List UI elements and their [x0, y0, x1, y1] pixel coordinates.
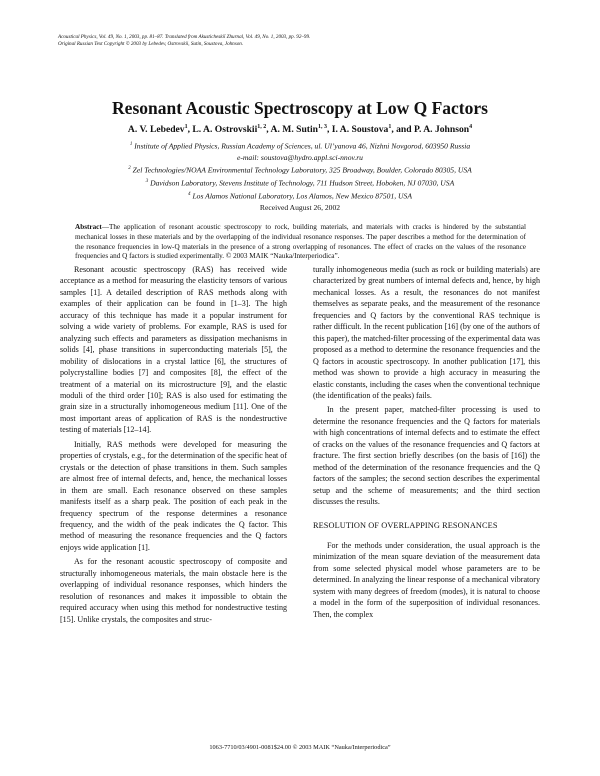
abstract-text: —The application of resonant acoustic spectroscopy to rock, building materials, and materials with cracks is hindered by the substantial mechanical losses in these materials and by the overlapping of the individual resonance responses. The paper describes a method for the determination of the resonance frequencies in low-Q materials in the presence of a strong overlapping of resonances. The effect of cracks on the values of the resonance frequencies and Q factors is studied experimentally. © 2003 MAIK “Nauka/Interperiodica”. [75, 223, 526, 261]
author-affil-sup: 4 [469, 124, 473, 130]
author-affil-sup: 1 [388, 124, 392, 130]
author-name: A. V. Lebedev [127, 124, 185, 136]
author-list: A. V. Lebedev$^1$, L. A. Ostrovskii$^{1, 2}$, A. M. Sutin$^{1, 3}$, I. A. Soustova$^1$, and P. A. Johnson$^4$ [127, 124, 473, 136]
affiliation-4: Los Alamos National Laboratory, Los Alamos, New Mexico 87501, USA [192, 191, 412, 201]
author-affil-sup: 1 [184, 124, 188, 130]
header-line-1: Acoustical Physics, Vol. 49, No. 1, 2003, pp. 81–87. Translated from Akusticheskiĭ Zhurnal, Vol. 49, No. 1, 2003, pp. 92–99. [58, 34, 311, 40]
received-date: Received August 26, 2002 [259, 202, 341, 212]
section-heading: RESOLUTION OF OVERLAPPING RESONANCES [313, 520, 498, 530]
right-column [313, 264, 540, 623]
author-name: I. A. Soustova [331, 124, 389, 136]
affiliation-1: Institute of Applied Physics, Russian Academy of Sciences, ul. Ul’yanova 46, Nizhni Novgorod, 603950 Russia [134, 141, 471, 151]
body-paragraph: In the present paper, matched-filter processing is used to determine the resonance frequencies and the Q factors for materials with high concentrations of internal defects and to estimate the effect of cracks on the values of the resonance frequencies and Q factors at fracture. The first section briefly describes (on the basis of [16]) the method of the determination of the resonance frequencies and the Q factors of the samples; the second section describes the experimental setup and the scheme of measurements; and the third section discusses the results. [313, 405, 540, 507]
body-paragraph: Initially, RAS methods were developed for measuring the properties of crystals, e.g., for the determination of the specific heat of crystals or the detection of phase transitions in them. Such samples are almost free of internal defects, and, hence, the mechanical losses in them are small. Each resonance observed on these samples manifests itself as a sharp peak. The position of each peak in the frequency spectrum of the response determines a resonance frequency, and the width of the peak indicates the Q factor. This method of measuring the resonance frequencies and the Q factors enjoys wide application [1]. [60, 439, 287, 552]
affiliation-3: Davidson Laboratory, Stevens Institute of Technology, 711 Hudson Street, Hoboken, NJ 07030, USA [150, 178, 455, 188]
author-name: P. A. Johnson [413, 124, 470, 136]
body-paragraph: For the methods under consideration, the usual approach is the minimization of the mean square deviation of the measurement data from some selected physical model whose parameters are to be determined. In analyzing the linear response of a mechanical vibratory system with many degrees of freedom (modes), it is natural to choose a model in the form of the superposition of individual resonances. Then, the complex [313, 540, 541, 619]
author-name: L. A. Ostrovskii [192, 124, 258, 136]
abstract [75, 223, 526, 262]
body-paragraph: turally inhomogeneous media (such as rock or building materials) are characterized by great numbers of internal defects and, hence, by high mechanical losses. As a result, the resonances do not manifest themselves as separate peaks, and the measurement of the resonance frequencies and Q factors by the conventional RAS technique is rather difficult. In the recent publication [16] (by one of the authors of this paper), the matched-filter processing of the experimental data was proposed as a method to determine the resonance frequencies and the Q factors in acoustic spectroscopy. In another publication [17], this method was shown to provide a high accuracy in measuring the elastic constants, including the cases when the conventional technique (the identification of the peaks) fails. [313, 265, 540, 400]
author-affil-sup: 1, 2 [257, 124, 267, 130]
header-line-2: Original Russian Text Copyright © 2003 by Lebedev, Ostrovskii, Sutin, Soustova, Johnson. [58, 41, 244, 47]
copyright-footer: 1063-7710/03/4901-0081$24.00 © 2003 MAIK “Nauka/Interperiodica” [209, 744, 391, 751]
paper-title: Resonant Acoustic Spectroscopy at Low Q Factors [112, 98, 488, 118]
affiliation-2: Zel Technologies/NOAA Environmental Technology Laboratory, 325 Broadway, Boulder, Colorado 80305, USA [132, 165, 472, 175]
body-paragraph: As for the resonant acoustic spectroscopy of composite and structurally inhomogeneous materials, the main obstacle here is the overlapping of individual resonance responses, which hinders the resolution of resonances and makes it impossible to obtain the required accuracy when using this method for nondestructive testing [15]. Unlike crystals, the composites and struc- [60, 557, 287, 624]
author-affil-sup: 1, 3 [318, 124, 327, 130]
affiliations: $^1$ Institute of Applied Physics, Russian Academy of Sciences, ul. Ul’yanova 46, Nizhni Novgorod, 603950 Russia e-mail: soustova@hydro.appl.sci-nnov.ru $^2$ Zel Technologies/NOAA Environmental Technology Laboratory, 325 Broadway, Boulder, Colorado 80305, USA $^3$ Davidson Laboratory, Stevens Institute of Technology, 711 Hudson Street, Hoboken, NJ 07030, USA $^4$ Los Alamos National Laboratory, Los Alamos, New Mexico 87501, USA Received August 26, 2002 [40, 139, 560, 213]
author-name: A. M. Sutin [270, 124, 318, 136]
abstract-label: Abstract [75, 223, 102, 231]
journal-header [58, 34, 528, 48]
left-column [60, 264, 287, 628]
body-paragraph: Resonant acoustic spectroscopy (RAS) has received wide acceptance as a method for measuring the elasticity tensors of various samples [1]. A detailed description of RAS methods along with examples of their application can be found in [1–3]. The high accuracy of this technique has made it a popular instrument for solving a wide variety of problems. For example, RAS is used for analyzing such effects and parameters as dissipation mechanisms in solids [4], phase transitions in superconducting materials [5], the mobility of dislocations in a crystal lattice [6], the structures of polycrystalline bodies [7] and composites [8], the effect of the treatment of a material on its microstructure [9], and the elastic moduli of the third order [10]; RAS is also used for estimating the grain size in a structurally inhomogeneous medium [11]. One of the most important areas of application of RAS is the nondestructive testing of materials [12–14]. [60, 265, 287, 435]
contact-email: e-mail: soustova@hydro.appl.sci-nnov.ru [237, 152, 363, 162]
